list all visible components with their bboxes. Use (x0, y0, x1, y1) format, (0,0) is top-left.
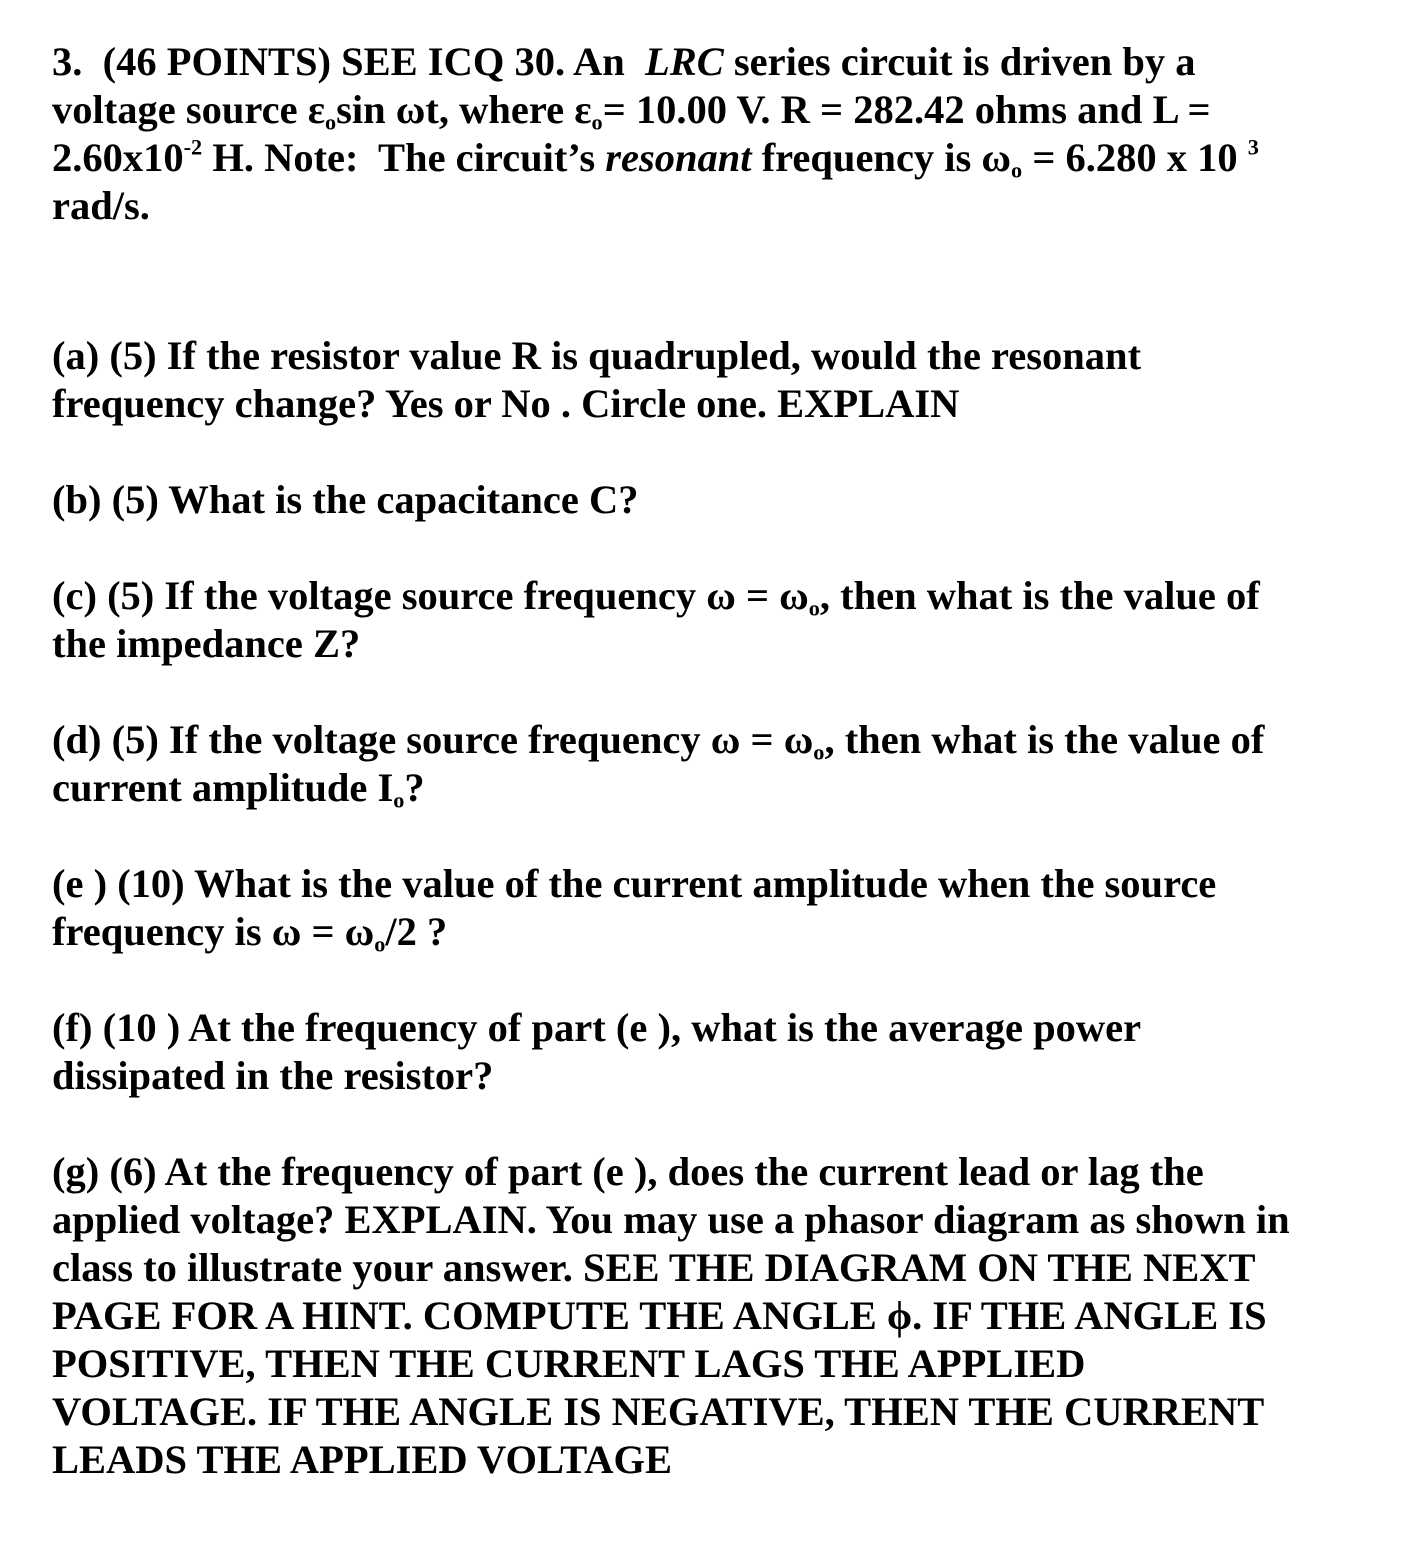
part-d-line-1 (52, 716, 1397, 764)
part-g-line-7: LEADS THE APPLIED VOLTAGE (52, 1437, 673, 1482)
problem-line-3 (52, 134, 1397, 182)
current-amplitude-text: current amplitude I (52, 765, 394, 810)
part-c-text: (c) (5) If the voltage source frequency ω = ω (52, 573, 809, 618)
part-e (52, 860, 1397, 956)
subscript-o: o (374, 931, 386, 957)
problem-line-2 (52, 86, 1397, 134)
resonant-word: resonant (605, 135, 752, 180)
part-g-line-1: (g) (6) At the frequency of part (e ), does the current lead or lag the (52, 1149, 1204, 1194)
part-e-frequency-text: frequency is ω = ω (52, 909, 375, 954)
resonant-value: = 6.280 x 10 (1022, 135, 1248, 180)
subscript-o: o (1011, 157, 1023, 183)
part-d-text-end: , then what is the value of (824, 717, 1265, 762)
document-page (52, 38, 1397, 1484)
part-g-line-3: class to illustrate your answer. SEE THE DIAGRAM ON THE NEXT (52, 1245, 1256, 1290)
problem-line-1 (52, 38, 1397, 86)
part-a-line-2: frequency change? Yes or No . Circle one. EXPLAIN (52, 381, 960, 426)
subscript-o: o (813, 739, 825, 765)
subscript-o: o (808, 595, 820, 621)
exponent-3: 3 (1247, 134, 1259, 160)
part-g-line-6: VOLTAGE. IF THE ANGLE IS NEGATIVE, THEN THE CURRENT (52, 1389, 1265, 1434)
part-d-line-2 (52, 764, 1397, 812)
part-g-line-2: applied voltage? EXPLAIN. You may use a phasor diagram as shown in (52, 1197, 1290, 1242)
part-a-line-1: (a) (5) If the resistor value R is quadrupled, would the resonant (52, 333, 1142, 378)
frequency-text: frequency is ω (751, 135, 1012, 180)
series-text: series circuit is driven by a (733, 39, 1196, 84)
part-f-line-2: dissipated in the resistor? (52, 1053, 494, 1098)
part-e-line-2 (52, 908, 1397, 956)
voltage-source-text: voltage source ε (52, 87, 325, 132)
problem-number: 3. (52, 39, 83, 84)
part-c-line-1 (52, 572, 1397, 620)
part-d-text: (d) (5) If the voltage source frequency ω = ω (52, 717, 814, 762)
part-c-line-2: the impedance Z? (52, 621, 361, 666)
lrc-label: LRC (645, 39, 724, 84)
exponent-neg2: -2 (183, 134, 203, 160)
values-text: = 10.00 V. R = 282.42 ohms and L = (602, 87, 1211, 132)
part-a (52, 332, 1397, 428)
subscript-o: o (325, 109, 337, 135)
part-e-text-end: /2 ? (385, 909, 448, 954)
problem-line-4: rad/s. (52, 183, 150, 228)
part-g-line-4: PAGE FOR A HINT. COMPUTE THE ANGLE ϕ. IF THE ANGLE IS (52, 1293, 1267, 1338)
problem-statement (52, 38, 1397, 230)
part-d (52, 716, 1397, 812)
problem-header: (46 POINTS) SEE ICQ 30. An (102, 39, 625, 84)
part-f-line-1: (f) (10 ) At the frequency of part (e ), what is the average power (52, 1005, 1142, 1050)
sin-text: sin ωt, where ε (336, 87, 592, 132)
inductance-value: 2.60x10 (52, 135, 184, 180)
part-e-line-1: (e ) (10) What is the value of the current amplitude when the source (52, 861, 1217, 906)
part-c-text-end: , then what is the value of (819, 573, 1260, 618)
subscript-o: o (393, 787, 405, 813)
subscript-o: o (591, 109, 603, 135)
part-g (52, 1148, 1397, 1484)
part-c (52, 572, 1397, 668)
part-g-line-5: POSITIVE, THEN THE CURRENT LAGS THE APPLIED (52, 1341, 1086, 1386)
question-mark: ? (404, 765, 425, 810)
note-text: H. Note: The circuit’s (202, 135, 606, 180)
part-b (52, 476, 1397, 524)
part-b-line-1: (b) (5) What is the capacitance C? (52, 477, 639, 522)
part-f (52, 1004, 1397, 1100)
